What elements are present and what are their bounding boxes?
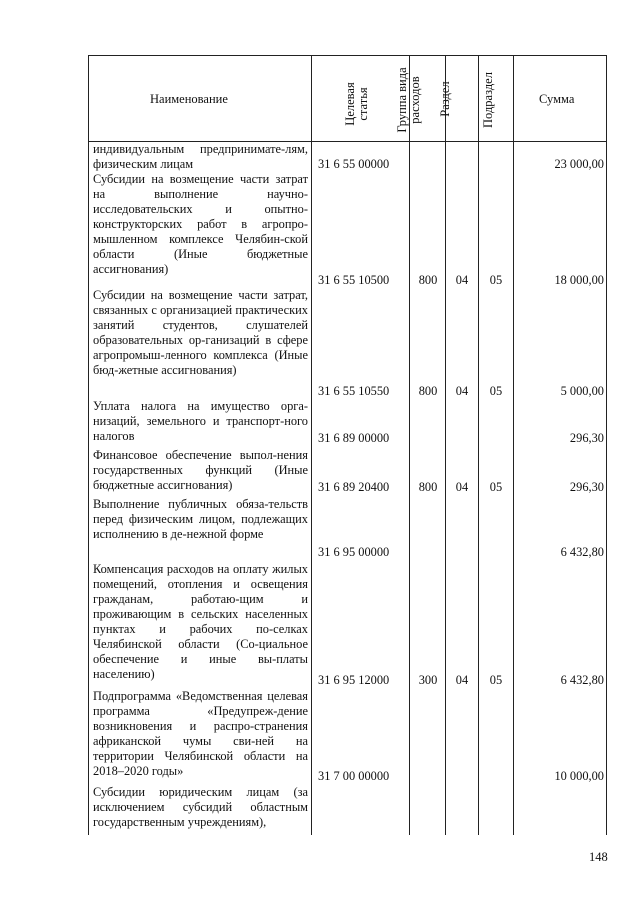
row-9-name: Субсидии юридическим лицам (за исключением субсидий областным государственным учреждениям), [93,785,308,829]
column-divider-group [409,55,410,835]
row-3-code: 31 6 55 10550 [318,384,390,398]
row-2-sum: 18 000,00 [554,273,604,287]
row-5-subsection: 05 [489,480,503,494]
column-divider-code [311,55,312,835]
header-expense-group: Группа вида расходов [395,67,422,133]
row-5-code: 31 6 89 20400 [318,480,390,494]
row-5-section: 04 [455,480,469,494]
table-border-right [606,55,607,835]
row-6-name: Выполнение публичных обяза-тельств перед физическим лицом, подлежащих исполнению в де-нежной форме [93,497,308,541]
row-1-sum: 23 000,00 [554,157,604,171]
row-4-code: 31 6 89 00000 [318,431,390,445]
row-3-section: 04 [455,384,469,398]
header-subsection: Подраздел [481,72,495,128]
table-border-top [88,55,607,56]
table-border-left [88,55,89,835]
row-2-subsection: 05 [489,273,503,287]
column-divider-section [445,55,446,835]
header-target-article: Целевая статья [343,82,370,126]
row-5-name: Финансовое обеспечение выпол-нения государственных функций (Иные бюджетные ассигнования) [93,448,308,492]
row-1-code: 31 6 55 00000 [318,157,390,171]
row-3-name: Субсидии на возмещение части затрат, связанных с организацией практических занятий студентов, слушателей образовательных ор-ганизаций в сфере агропромыш-ленного комплекса (Иные бюд-жетные ассигнования) [93,288,308,377]
row-7-subsection: 05 [489,673,503,687]
row-6-sum: 6 432,80 [560,545,604,559]
row-2-name: Субсидии на возмещение части затрат на выполнение научно-исследовательских и опытно-конструкторских работ в агропро-мышленном комплексе Челябин-ской области (Иные бюджетные ассигнования) [93,172,308,276]
row-2-group: 800 [418,273,438,287]
header-section: Раздел [438,81,452,117]
row-2-section: 04 [455,273,469,287]
row-3-group: 800 [418,384,438,398]
row-4-name: Уплата налога на имущество орга-низаций, земельного и транспорт-ного налогов [93,399,308,443]
row-6-code: 31 6 95 00000 [318,545,390,559]
row-8-name: Подпрограмма «Ведомственная целевая программа «Предупреж-дение возникновения и распро-странения африканской чумы сви-ней на территории Челябинской области на 2018–2020 годы» [93,689,308,778]
header-sum: Сумма [539,92,575,106]
row-7-sum: 6 432,80 [560,673,604,687]
row-8-sum: 10 000,00 [554,769,604,783]
column-divider-subsection [478,55,479,835]
row-5-sum: 296,30 [569,480,604,494]
row-8-code: 31 7 00 00000 [318,769,390,783]
row-7-name: Компенсация расходов на оплату жилых помещений, отопления и освещения гражданам, работаю-щим и проживающим в сельских населенных пунктах и рабочих по-селках Челябинской области (Со-циальное обеспечение и иные вы-платы населению) [93,562,308,681]
page-number: 148 [589,850,608,864]
column-divider-sum [513,55,514,835]
row-5-group: 800 [418,480,438,494]
row-1-name: индивидуальным предпринимате-лям, физическим лицам [93,142,308,171]
row-4-sum: 296,30 [569,431,604,445]
row-7-group: 300 [418,673,438,687]
row-3-subsection: 05 [489,384,503,398]
header-name: Наименование [150,92,228,106]
row-3-sum: 5 000,00 [560,384,604,398]
row-2-code: 31 6 55 10500 [318,273,390,287]
row-7-section: 04 [455,673,469,687]
row-7-code: 31 6 95 12000 [318,673,390,687]
